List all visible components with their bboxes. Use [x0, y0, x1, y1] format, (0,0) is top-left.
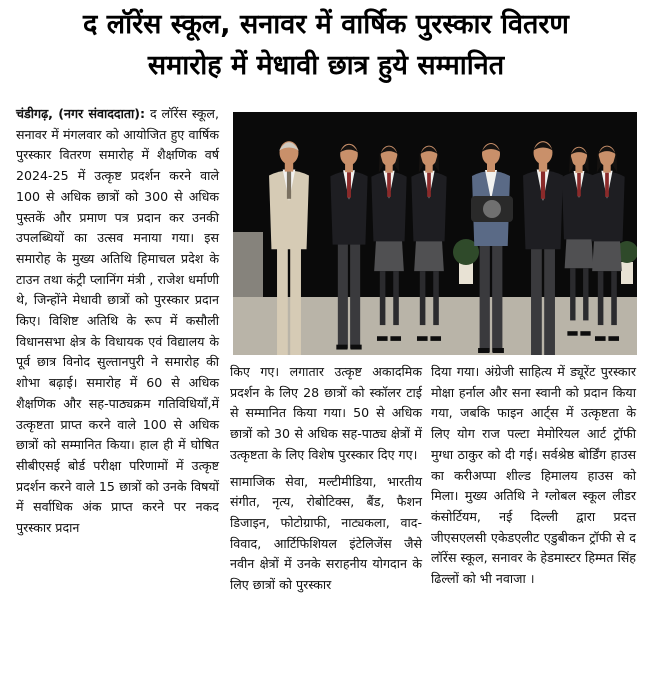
article-column-3: [431, 362, 636, 590]
article-paragraph: [16, 104, 219, 539]
trophy-shield: [471, 196, 513, 222]
article-paragraph: सामाजिक सेवा, मल्टीमीडिया, भारतीय संगीत, नृत्य, रोबोटिक्स, बैंड, फैशन डिजाइन, फोटोग्राफी, नाट्यकला, वाद-विवाद, आर्टिफिशियल इंटेलिजेंस जैसे नवीन क्षेत्रों में उनके सराहनीय योगदान के लिए छात्रों को पुरस्कार: [230, 473, 422, 593]
byline: चंडीगढ़, (नगर संवाददाता):: [16, 106, 146, 121]
headline-line-1: द लॉरेंस स्कूल, सनावर में वार्षिक पुरस्कार वितरण: [83, 9, 569, 40]
event-photo: [233, 112, 637, 355]
stage-drape: [233, 232, 263, 297]
article-text: द लॉरेंस स्कूल, सनावर में मंगलवार को आयोजित हुए वार्षिक पुरस्कार वितरण समारोह में शैक्षणिक वर्ष 2024-25 में उत्कृष्ट प्रदर्शन करने वाले 100 से अधिक छात्रों को 300 से अधिक पुस्तकें और प्रमाण पत्र प्रदान कर उनकी उपलब्धियों का उत्सव मनाया गया। इस समारोह के मुख्य अतिथि हिमाचल प्रदेश के टाउन तथा कंट्री प्लानिंग मंत्री , राजेश धर्माणी थे, जिन्होंने मेधावी छात्रों को पुरस्कार प्रदान किए। विशिष्ट अतिथि के रूप में कसौली विधानसभा क्षेत्र के विधायक एवं विद्यालय के पूर्व छात्र विनोद सुल्तानपुरी ने समारोह की शोभा बढ़ाई। समारोह में 60 से अधिक शैक्षणिक और सह-पाठ्यक्रम गतिविधियाँ,में उत्कृष्टता प्राप्त करने वाले 100 से अधिक छात्रों को सम्मानित किया। हाल ही में घोषित सीबीएसई बोर्ड परीक्षा परिणामों में उत्कृष्ट प्रदर्शन करने वाले 15 छात्रों को उनके विषयों में सर्वाधिक अंक प्राप्त करने पर नकद पुरस्कार प्रदान: [16, 106, 219, 536]
headline-line-2: समारोह में मेधावी छात्र हुये सम्मानित: [147, 50, 505, 81]
article-column-1: [16, 104, 219, 539]
headline: [0, 4, 652, 86]
article-column-2: [230, 362, 422, 596]
article-paragraph: किए गए। लगातार उत्कृष्ट अकादमिक प्रदर्शन के लिए 28 छात्रों को स्कॉलर टाई से सम्मानित किया गया। 50 से अधिक छात्रों को 30 से अधिक सह-पाठ्य क्षेत्रों में उत्कृष्टता के लिए विशेष पुरस्कार दिए गए।: [230, 364, 422, 462]
article-paragraph: दिया गया। अंग्रेजी साहित्य में ड्यूरेंट पुरस्कार मोक्षा हर्नाल और सना स्वानी को प्रदान किया गया, जबकि फाइन आर्ट्स में उत्कृष्टता के लिए योग राज पल्टा मेमोरियल आर्ट ट्रॉफी मुग्धा ठाकुर को दी गई। सर्वश्रेष्ठ बोर्डिंग हाउस का करीअप्पा शील्ड हिमालय हाउस को मिला। मुख्य अतिथि ने ग्लोबल स्कूल लीडर कंसोर्टियम, नई दिल्ली द्वारा प्रदत्त जीएसएलसी एकेडएलीट एडुबीकन ट्रॉफी से द लॉरेंस स्कूल, सनावर के हेडमास्टर हिम्मत सिंह ढिल्लों को भी नवाजा ।: [431, 364, 636, 587]
